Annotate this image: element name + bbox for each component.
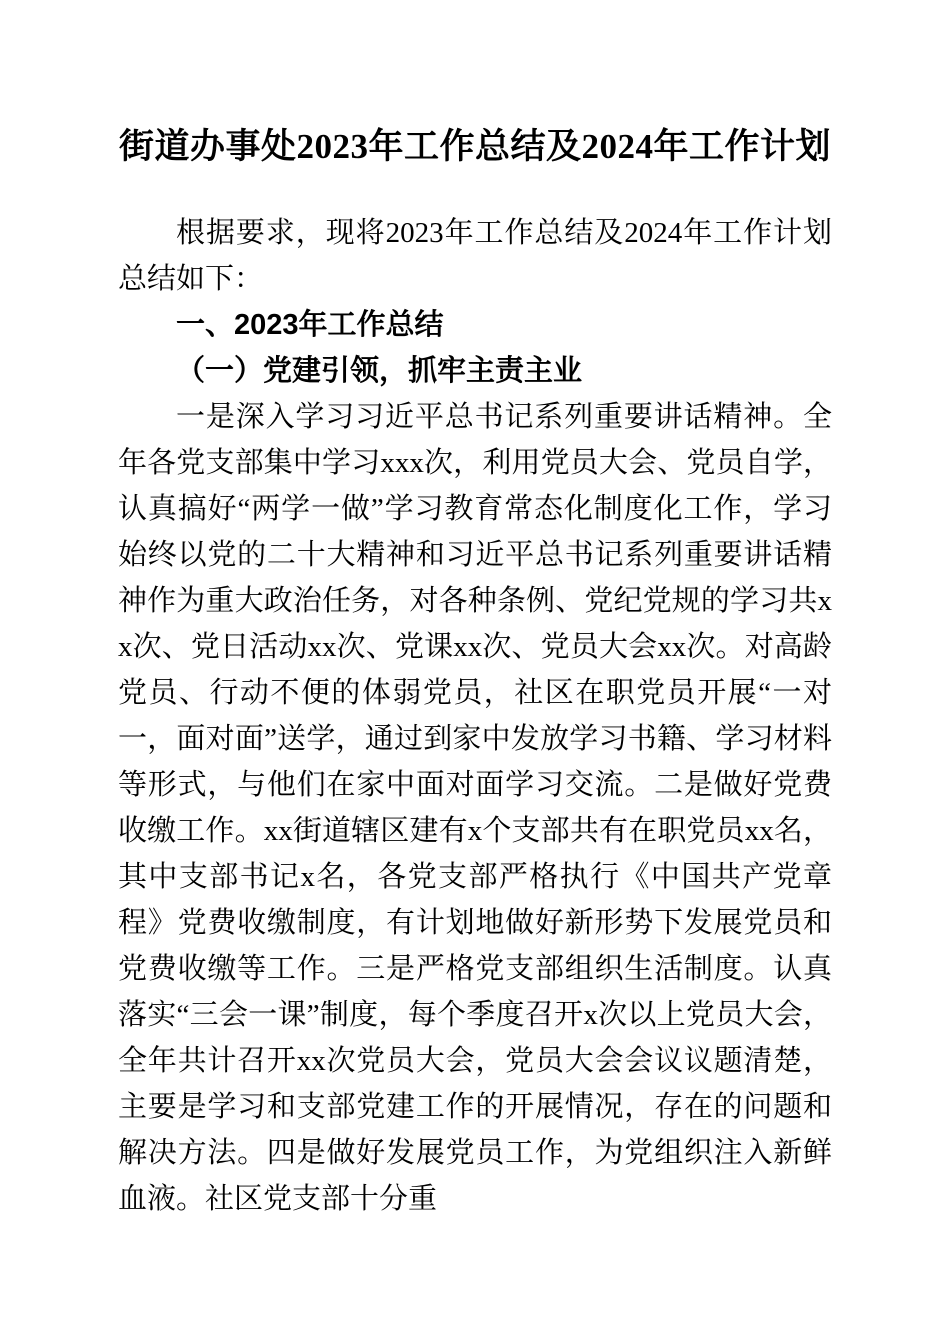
section-heading-level-1: 一、2023年工作总结 <box>176 309 444 341</box>
document-content <box>118 0 832 1222</box>
page-title: 街道办事处2023年工作总结及2024年工作计划 <box>118 127 831 166</box>
section-heading-level-2: （一）党建引领，抓牢主责主业 <box>176 355 583 387</box>
body-paragraph: 一是深入学习习近平总书记系列重要讲话精神。全年各党支部集中学习xxx次，利用党员大会、党员自学，认真搞好“两学一做”学习教育常态化制度化工作，学习始终以党的二十大精神和习近平总书记系列重要讲话精神作为重大政治任务，对各种条例、党纪党规的学习共xx次、党日活动xx次、党课xx次、党员大会xx次。对高龄党员、行动不便的体弱党员，社区在职党员开展“一对一，面对面”送学，通过到家中发放学习书籍、学习材料等形式，与他们在家中面对面学习交流。二是做好党费收缴工作。xx街道辖区建有x个支部共有在职党员xx名，其中支部书记x名，各党支部严格执行《中国共产党章程》党费收缴制度，有计划地做好新形势下发展党员和党费收缴等工作。三是严格党支部组织生活制度。认真落实“三会一课”制度，每个季度召开x次以上党员大会，全年共计召开xx次党员大会，党员大会会议议题清楚，主要是学习和支部党建工作的开展情况，存在的问题和解决方法。四是做好发展党员工作，为党组织注入新鲜血液。社区党支部十分重 <box>118 401 832 1215</box>
intro-paragraph: 根据要求，现将2023年工作总结及2024年工作计划总结如下： <box>118 217 832 295</box>
